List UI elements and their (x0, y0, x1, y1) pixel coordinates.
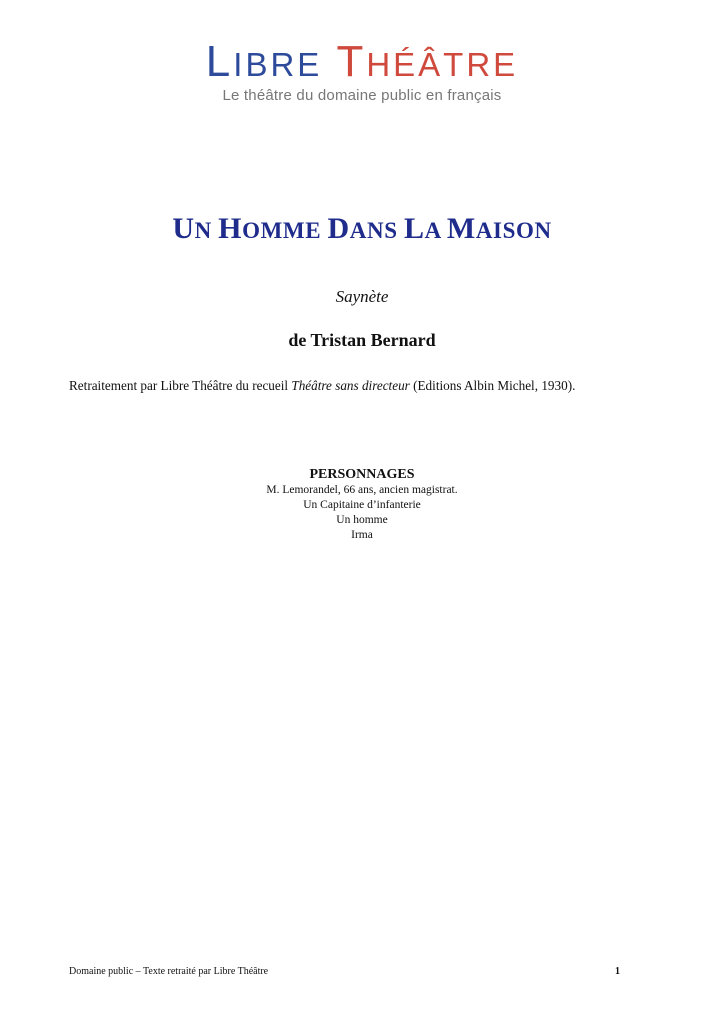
page-number: 1 (615, 966, 620, 977)
cast-heading: PERSONNAGES (309, 467, 415, 482)
play-title: UN HOMME DANS LA MAISON (172, 212, 552, 245)
source-work-title: Théâtre sans directeur (291, 378, 410, 393)
cast-member: Un Capitaine d’infanterie (303, 499, 421, 511)
cast-member: Irma (351, 529, 373, 541)
logo-word-libre: LIBRE (205, 37, 323, 86)
edition-note: Retraitement par Libre Théâtre du recueil Théâtre sans directeur (Editions Albin Michel, 1930). (69, 378, 576, 393)
logo-wordmark (0, 37, 724, 87)
play-author: de Tristan Bernard (288, 330, 436, 350)
play-subtitle: Saynète (335, 287, 389, 306)
cast-member: Un homme (336, 514, 388, 526)
logo-word-theatre: THÉÂTRE (336, 37, 519, 86)
footer-text: Domaine public – Texte retraité par Libre Théâtre (69, 966, 269, 977)
cast-member: M. Lemorandel, 66 ans, ancien magistrat. (266, 484, 458, 496)
libre-theatre-logo (0, 37, 724, 104)
cast-section (0, 467, 724, 543)
logo-tagline: Le théâtre du domaine public en français (222, 87, 502, 104)
cast-list (0, 483, 724, 543)
